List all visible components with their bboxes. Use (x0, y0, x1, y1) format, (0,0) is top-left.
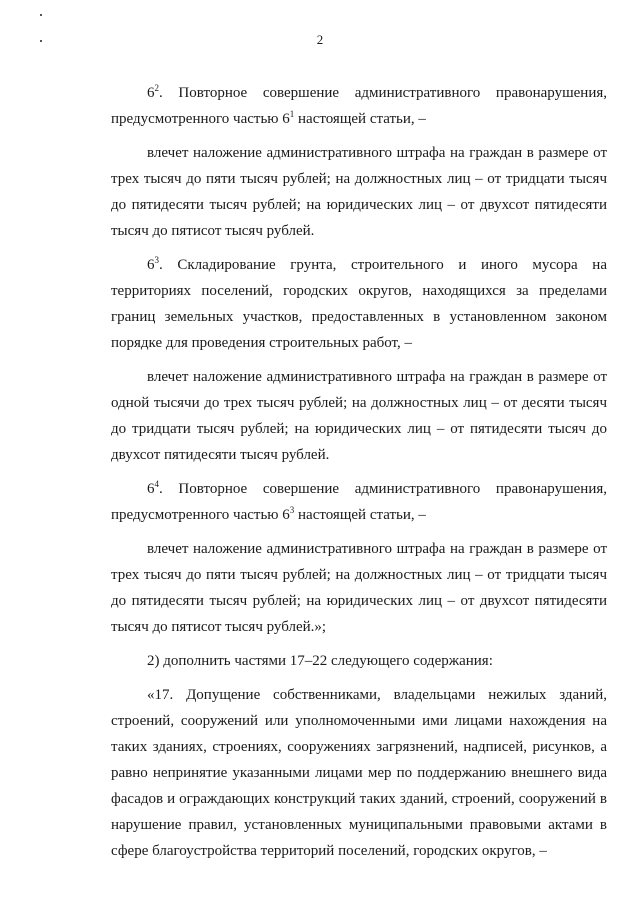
paragraph-6-3-penalty: влечет наложение административного штрафа на граждан в размере от одной тысячи до трех тысяч рублей; на должностных лиц – от десяти тысяч до тридцати тысяч рублей; на юридических лиц – от пятидесяти тысяч до двухсот пятидесяти тысяч рублей. (111, 369, 607, 463)
paragraph-6-3: $6^3$. Складирование грунта, строительного и иного мусора на территориях поселений, городских округов, находящихся за пределами границ земельных участков, предоставленных в установленном законом порядке для проведения строительных работ, – (111, 255, 607, 351)
page-number: 2 (316, 32, 324, 47)
paragraph-6-4-penalty: влечет наложение административного штрафа на граждан в размере от трех тысяч до пяти тысяч рублей; на должностных лиц – от тридцати тысяч до пятидесяти тысяч рублей; на юридических лиц – от двухсот пятидесяти тысяч до пятисот тысяч рублей.»; (111, 541, 607, 635)
scan-mark (40, 14, 42, 16)
paragraph-6-2-penalty: влечет наложение административного штрафа на граждан в размере от трех тысяч до пяти тысяч рублей; на должностных лиц – от тридцати тысяч до пятидесяти тысяч рублей; на юридических лиц – от двухсот пятидесяти тысяч до пятисот тысяч рублей. (111, 145, 607, 239)
paragraph-6-2: $6^2$. Повторное совершение административного правонарушения, предусмотренного частью $6^1$ настоящей статьи, – (111, 83, 607, 127)
paragraph-6-4: $6^4$. Повторное совершение административного правонарушения, предусмотренного частью $6^3$ настоящей статьи, – (111, 479, 607, 523)
document-body (111, 80, 607, 872)
paragraph-item-2: 2) дополнить частями 17–22 следующего содержания: (147, 653, 493, 669)
paragraph-17: «17. Допущение собственниками, владельцами нежилых зданий, строений, сооружений или уполномоченными ими лицами нахождения на таких зданиях, строениях, сооружениях загрязнений, надписей, рисунков, а равно непринятие указанными лицами мер по поддержанию внешнего вида фасадов и ограждающих конструкций таких зданий, строений, сооружений в нарушение правил, установленных муниципальными правовыми актами в сфере благоустройства территорий поселений, городских округов, – (111, 687, 607, 859)
